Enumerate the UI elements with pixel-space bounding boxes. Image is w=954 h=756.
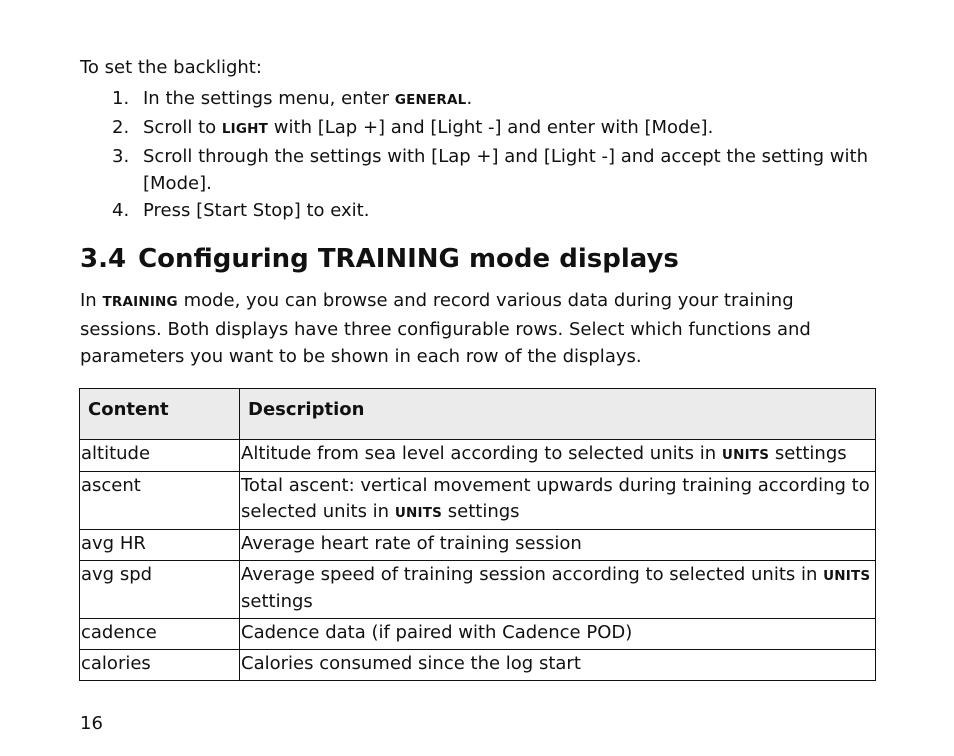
table-row	[80, 561, 876, 619]
description-text: Calories consumed since the log start	[241, 653, 581, 674]
step-text: .	[466, 88, 473, 109]
table-row	[80, 440, 876, 472]
description-text: Altitude from sea level according to selected units in	[241, 443, 722, 464]
content-cell: avg HR	[80, 530, 240, 561]
menu-keyword: GENERAL	[394, 92, 467, 108]
content-table	[79, 388, 876, 681]
section-heading	[80, 244, 679, 274]
content-cell: cadence	[80, 619, 240, 650]
step-number: 4.	[112, 200, 130, 221]
table-header-row	[80, 389, 876, 440]
table-row	[80, 472, 876, 530]
column-header-description: Description	[240, 389, 876, 440]
section-paragraph	[80, 287, 880, 370]
column-header-content: Content	[80, 389, 240, 440]
description-text: settings	[241, 591, 313, 612]
section-number: 3.4	[80, 244, 127, 274]
step-text: Press [Start Stop] to exit.	[143, 200, 370, 221]
table-row	[80, 650, 876, 681]
description-text: Total ascent: vertical movement upwards during training according to selected units in	[241, 475, 870, 522]
list-item	[80, 114, 880, 143]
list-item	[80, 143, 880, 197]
table-row	[80, 619, 876, 650]
description-text: settings	[442, 501, 520, 522]
description-cell	[240, 530, 876, 561]
step-number: 2.	[112, 117, 130, 138]
description-text: settings	[769, 443, 847, 464]
description-cell	[240, 472, 876, 530]
description-text: Cadence data (if paired with Cadence POD)	[241, 622, 633, 643]
content-cell: ascent	[80, 472, 240, 530]
description-cell	[240, 561, 876, 619]
step-text: with [Lap +] and [Light -] and enter with [Mode].	[268, 117, 714, 138]
step-number: 3.	[112, 146, 130, 167]
content-cell: altitude	[80, 440, 240, 472]
paragraph-text: mode, you can browse and record various data during your training sessions. Both displays have three configurable rows. Select which functions and parameters you want to be shown in each row of the displays.	[80, 290, 811, 367]
content-cell: avg spd	[80, 561, 240, 619]
mode-keyword: TRAINING	[102, 294, 178, 310]
list-item	[80, 197, 880, 224]
section-title: Configuring TRAINING mode displays	[138, 244, 679, 274]
step-text: Scroll through the settings with [Lap +] and [Light -] and accept the setting with [Mode].	[143, 146, 868, 194]
menu-keyword: LIGHT	[221, 121, 269, 137]
step-number: 1.	[112, 88, 130, 109]
steps-list	[80, 85, 880, 224]
list-item	[80, 85, 880, 114]
units-keyword: UNITS	[394, 505, 443, 521]
content-cell: calories	[80, 650, 240, 681]
description-cell	[240, 619, 876, 650]
page-number: 16	[80, 713, 103, 734]
units-keyword: UNITS	[721, 447, 770, 463]
description-text: Average speed of training session according to selected units in	[241, 564, 824, 585]
description-cell	[240, 650, 876, 681]
step-text: Scroll to	[143, 117, 222, 138]
intro-text: To set the backlight:	[80, 57, 262, 78]
units-keyword: UNITS	[823, 568, 871, 584]
description-cell	[240, 440, 876, 472]
step-text: In the settings menu, enter	[143, 88, 395, 109]
description-text: Average heart rate of training session	[241, 533, 582, 554]
table-row	[80, 530, 876, 561]
paragraph-text: In	[80, 290, 103, 311]
